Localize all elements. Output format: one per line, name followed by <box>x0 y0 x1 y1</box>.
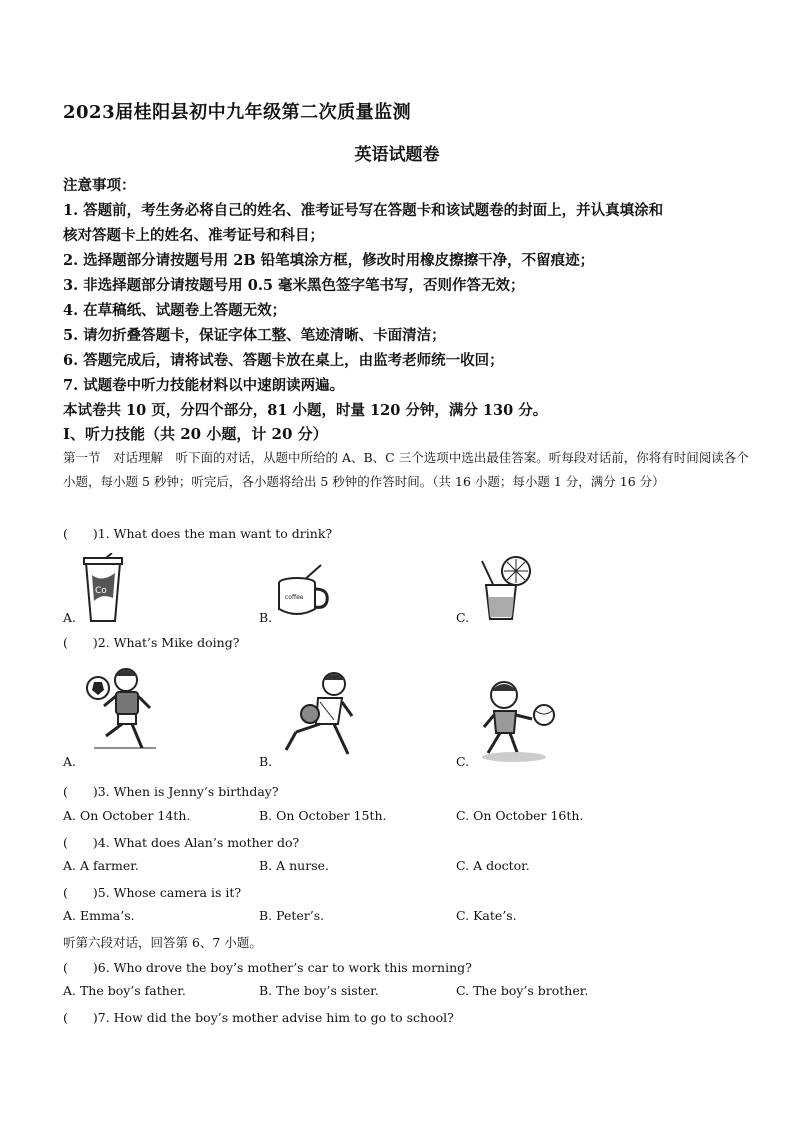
q5-option-c: C. Kate’s. <box>456 908 517 923</box>
cola-cup-icon <box>82 553 124 627</box>
part1-intro: 第一节 对话理解 听下面的对话，从题中所给的 A、B、C 三个选项中选出最佳答案。听每段对话前，你将有时间阅读各个小题，每小题 5 秒钟；听完后，各小题将给出 5 秒钟的作答时间。（共 16 小题；每小题 1 分，满分 16 分） <box>63 450 749 489</box>
question-3: ( )3. When is Jenny’s birthday? <box>63 784 279 799</box>
notes-item: 1. 答题前，考生务必将自己的姓名、准考证号写在答题卡和该试题卷的封面上，并认真填涂和 <box>63 202 664 219</box>
notes-block <box>63 173 743 423</box>
boy-playing-volleyball-icon <box>478 675 558 767</box>
exam-title: 2023届桂阳县初中九年级第二次质量监测 <box>63 102 412 123</box>
notes-item: 3. 非选择题部分请按题号用 0.5 毫米黑色签字笔书写，否则作答无效； <box>63 277 525 294</box>
q4-option-c: C. A doctor. <box>456 858 530 873</box>
notes-item: 6. 答题完成后，请将试卷、答题卡放在桌上，由监考老师统一收回； <box>63 352 504 369</box>
notes-item: 4. 在草稿纸、试题卷上答题无效； <box>63 302 287 319</box>
q4-option-b: B. A nurse. <box>259 858 329 873</box>
svg-text:Co: Co <box>95 586 107 596</box>
notes-heading: 注意事项： <box>63 177 136 194</box>
q6-option-c: C. The boy’s brother. <box>456 983 589 998</box>
exam-subtitle: 英语试题卷 <box>354 145 440 165</box>
q2-option-b: B. <box>259 754 273 769</box>
notes-item: 5. 请勿折叠答题卡，保证字体工整、笔迹清晰、卡面清洁； <box>63 327 446 344</box>
q5-option-a: A. Emma’s. <box>63 908 135 923</box>
q3-option-b: B. On October 15th. <box>259 808 387 823</box>
notes-item: 核对答题卡上的姓名、准考证号和科目； <box>63 227 324 244</box>
question-1: ( )1. What does the man want to drink? <box>63 526 333 541</box>
notes-summary: 本试卷共 10 页，分四个部分，81 小题，时量 120 分钟，满分 130 分。 <box>63 402 548 419</box>
coffee-mug-icon <box>275 563 331 623</box>
dialog-6-instruction: 听第六段对话，回答第 6、7 小题。 <box>63 935 262 950</box>
q4-option-a: A. A farmer. <box>63 858 139 873</box>
question-2: ( )2. What’s Mike doing? <box>63 635 240 650</box>
orange-juice-icon <box>476 555 538 625</box>
q2-option-a: A. <box>63 754 77 769</box>
question-4: ( )4. What does Alan’s mother do? <box>63 835 300 850</box>
q1-option-a: A. <box>63 610 77 625</box>
q3-option-a: A. On October 14th. <box>63 808 191 823</box>
q1-option-c: C. <box>456 610 470 625</box>
section-heading: Ⅰ、听力技能（共 20 小题，计 20 分） <box>63 425 328 443</box>
q1-option-b: B. <box>259 610 273 625</box>
notes-item: 2. 选择题部分请按题号用 2B 铅笔填涂方框，修改时用橡皮擦擦干净，不留痕迹； <box>63 252 595 269</box>
q2-option-c: C. <box>456 754 470 769</box>
question-7: ( )7. How did the boy’s mother advise him to go to school? <box>63 1010 454 1025</box>
question-6: ( )6. Who drove the boy’s mother’s car to work this morning? <box>63 960 472 975</box>
q6-option-a: A. The boy’s father. <box>63 983 186 998</box>
question-5: ( )5. Whose camera is it? <box>63 885 242 900</box>
boy-kicking-football-icon <box>86 664 160 754</box>
svg-text:coffee: coffee <box>285 594 304 601</box>
q3-option-c: C. On October 16th. <box>456 808 584 823</box>
q5-option-b: B. Peter’s. <box>259 908 325 923</box>
notes-item: 7. 试题卷中听力技能材料以中速朗读两遍。 <box>63 377 345 394</box>
boy-running-basketball-icon <box>282 668 356 764</box>
q6-option-b: B. The boy’s sister. <box>259 983 379 998</box>
